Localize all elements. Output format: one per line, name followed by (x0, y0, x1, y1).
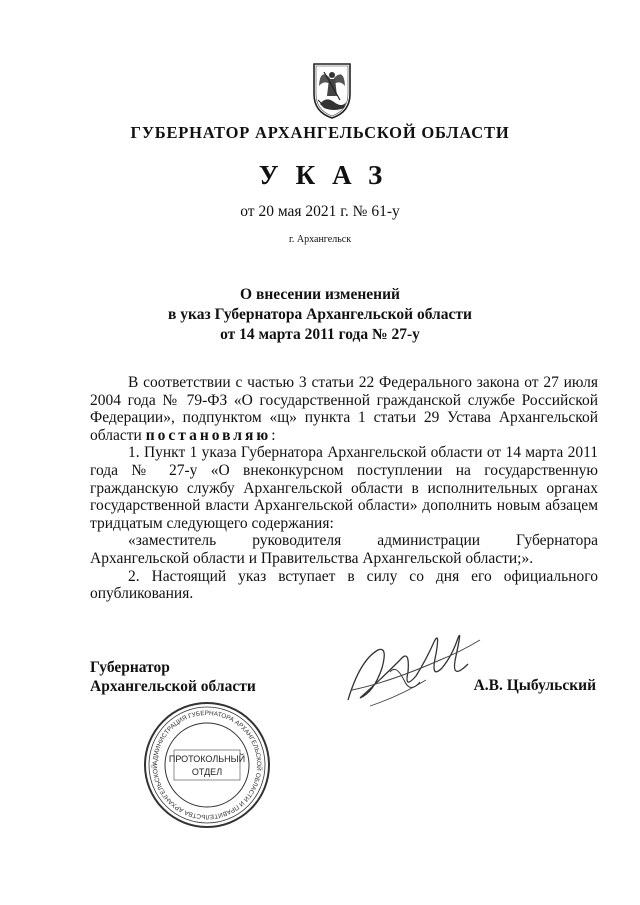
signatory-title-line: Губернатор (90, 659, 170, 676)
document-date-number: от 20 мая 2021 г. № 61-у (240, 203, 400, 220)
subject-line: от 14 марта 2011 года № 27-у (220, 326, 420, 343)
signatory-title (90, 658, 256, 696)
document-type: УКАЗ (258, 160, 400, 190)
official-stamp (142, 700, 272, 830)
stamp-center-line: ПРОТОКОЛЬНЫЙ (168, 754, 246, 764)
issuing-authority: ГУБЕРНАТОР АРХАНГЕЛЬСКОЙ ОБЛАСТИ (130, 123, 510, 142)
signatory-title-line: Архангельской области (90, 678, 256, 695)
quoted-text-paragraph: «заместитель руководителя администрации Губернатора Архангельской области и Правительства Архангельской области;». (90, 532, 598, 567)
preamble-paragraph (90, 374, 598, 444)
handwritten-signature-icon (330, 620, 490, 720)
item-1-paragraph: 1. Пункт 1 указа Губернатора Архангельской области от 14 марта 2011 года № 27-у «О внеконкурсном поступлении на государственную гражданскую службу Архангельской области в исполнительных органах государственной власти Архангельской области» дополнить новым абзацем тридцатым следующего содержания: (90, 444, 598, 532)
signatory-name: А.В. Цыбульский (473, 677, 596, 694)
signature (330, 620, 490, 720)
coat-of-arms-emblem (300, 60, 364, 120)
subject-line: О внесении изменений (240, 286, 400, 303)
document-city: г. Архангельск (288, 234, 352, 245)
document-subject (0, 285, 640, 345)
document-body (90, 374, 598, 603)
round-seal-icon (142, 700, 272, 830)
decree-word: постановляю (145, 426, 272, 444)
preamble-text: В соответствии с частью 3 статьи 22 Федерального закона от 27 июля 2004 года № 79-ФЗ «О государственной гражданской службе Российской Федерации», подпунктом «щ» пункта 1 статьи 29 Устава Архангельской области (90, 374, 598, 444)
stamp-ring-text: АДМИНИСТРАЦИЯ ГУБЕРНАТОРА АРХАНГЕЛЬСКОЙ ОБЛАСТИ И ПРАВИТЕЛЬСТВА АРХАНГЕЛЬСКОЙ (151, 709, 263, 821)
decree-colon: : (271, 426, 276, 444)
arkhangelsk-coat-of-arms-icon (300, 60, 364, 120)
subject-line: в указ Губернатора Архангельской области (168, 306, 472, 323)
item-2-paragraph: 2. Настоящий указ вступает в силу со дня его официального опубликования. (90, 567, 598, 603)
stamp-center-line: ОТДЕЛ (191, 767, 223, 777)
